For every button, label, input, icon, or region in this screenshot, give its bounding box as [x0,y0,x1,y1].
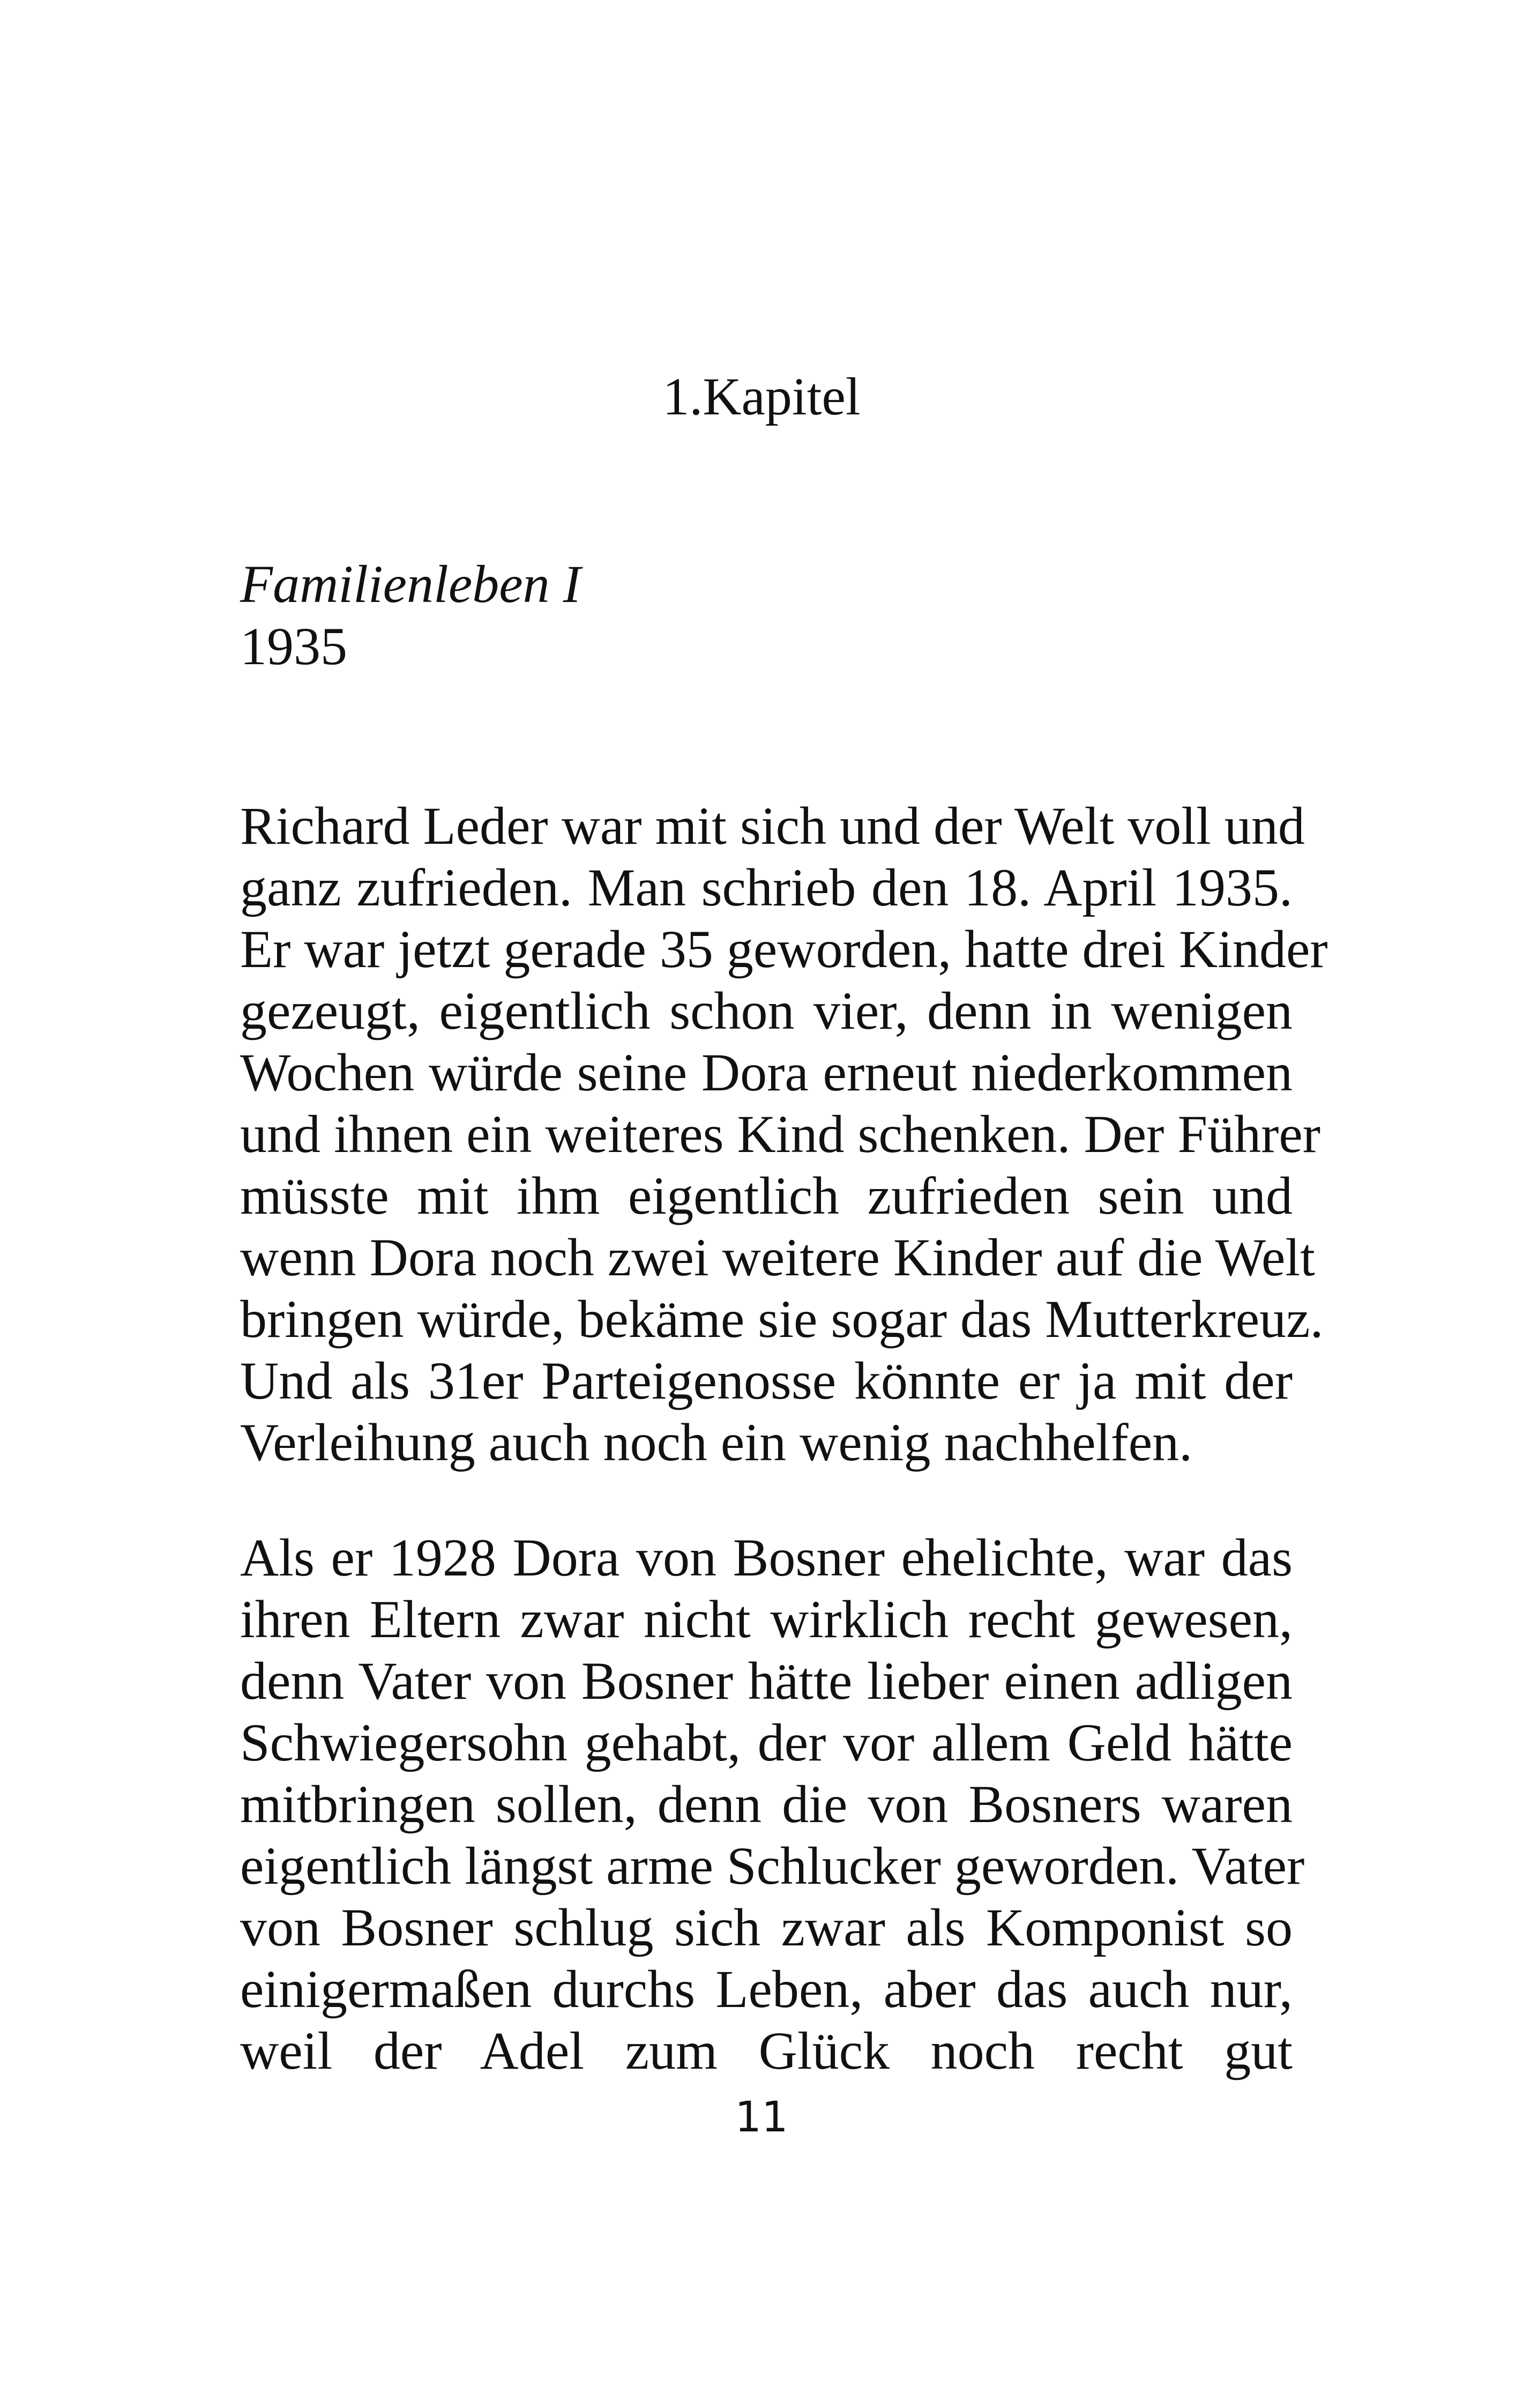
text-line: mitbringen sollen, denn die von Bosners waren [240,1774,1293,1834]
text-line: von Bosner schlug sich zwar als Komponist so [240,1898,1293,1957]
text-line: bringen würde, bekäme sie sogar das Mutterkreuz. [240,1289,1324,1349]
text-line: Wochen würde seine Dora erneut niederkommen [240,1043,1293,1102]
section-title: Familienleben I [240,554,581,614]
text-line: Er war jetzt gerade 35 geworden, hatte drei Kinder [240,919,1328,979]
text-line: ihren Eltern zwar nicht wirklich recht gewesen, [240,1589,1293,1649]
section-year: 1935 [240,616,347,676]
text-line: Als er 1928 Dora von Bosner ehelichte, war das [240,1528,1293,1587]
text-line: eigentlich längst arme Schlucker geworden. Vater [240,1836,1305,1896]
text-line: Schwiegersohn gehabt, der vor allem Geld hätte [240,1713,1293,1772]
text-line: müsste mit ihm eigentlich zufrieden sein und [240,1166,1293,1225]
text-line: gezeugt, eigentlich schon vier, denn in wenigen [240,981,1293,1041]
text-line: und ihnen ein weiteres Kind schenken. Der Führer [240,1104,1321,1164]
chapter-heading: 1.Kapitel [662,367,861,426]
text-line: denn Vater von Bosner hätte lieber einen adligen [240,1651,1293,1711]
text-line: Verleihung auch noch ein wenig nachhelfen. [240,1413,1193,1472]
text-line: ganz zufrieden. Man schrieb den 18. April 1935. [240,858,1293,917]
text-line: einigermaßen durchs Leben, aber das auch nur, [240,1959,1293,2019]
text-line: wenn Dora noch zwei weitere Kinder auf die Welt [240,1228,1315,1287]
text-line: Richard Leder war mit sich und der Welt voll und [240,796,1305,856]
text-line: weil der Adel zum Glück noch recht gut [240,2021,1293,2080]
page-number: 11 [735,2093,788,2142]
paragraph-1 [240,795,1328,1473]
text-line: Und als 31er Parteigenosse könnte er ja mit der [240,1351,1293,1410]
paragraph-2 [240,1527,1305,2082]
